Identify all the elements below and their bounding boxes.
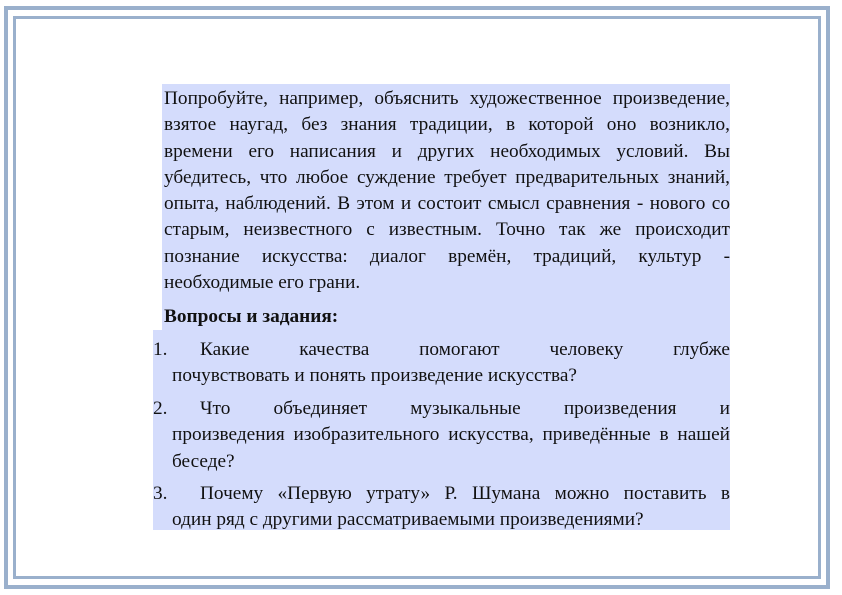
question-number: 3.: [153, 483, 168, 504]
question-text-first-line: Какие качества помогают человеку глубже: [200, 339, 730, 360]
question-number: 1.: [153, 339, 168, 360]
questions-heading: Вопросы и задания:: [164, 306, 339, 327]
question-text-first-line: Почему «Первую утрату» Р. Шумана можно поставить в: [200, 483, 730, 504]
question-text-continuation: почувствовать и понять произведение искусства?: [172, 365, 577, 387]
body-paragraph: Попробуйте, например, объяснить художественное произведение, взятое наугад, без знания традиции, в которой оно возникло, времени его написания и других необходимых условий. Вы убедитесь, что любое суждение требует предварительных знаний, опыта, наблюдений. В этом и состоит смысл сравнения - нового со старым, неизвестного с известным. Точно так же происходит познание искусства: диалог времён, традиций, культур - необходимые его грани.: [164, 88, 730, 294]
question-number: 2.: [153, 398, 168, 419]
question-text-continuation: произведения изобразительного искусства, приведённые в нашей беседе?: [172, 424, 730, 472]
question-text-continuation: один ряд с другими рассматриваемыми произведениями?: [172, 509, 644, 531]
question-text-first-line: Что объединяет музыкальные произведения и: [200, 398, 730, 419]
